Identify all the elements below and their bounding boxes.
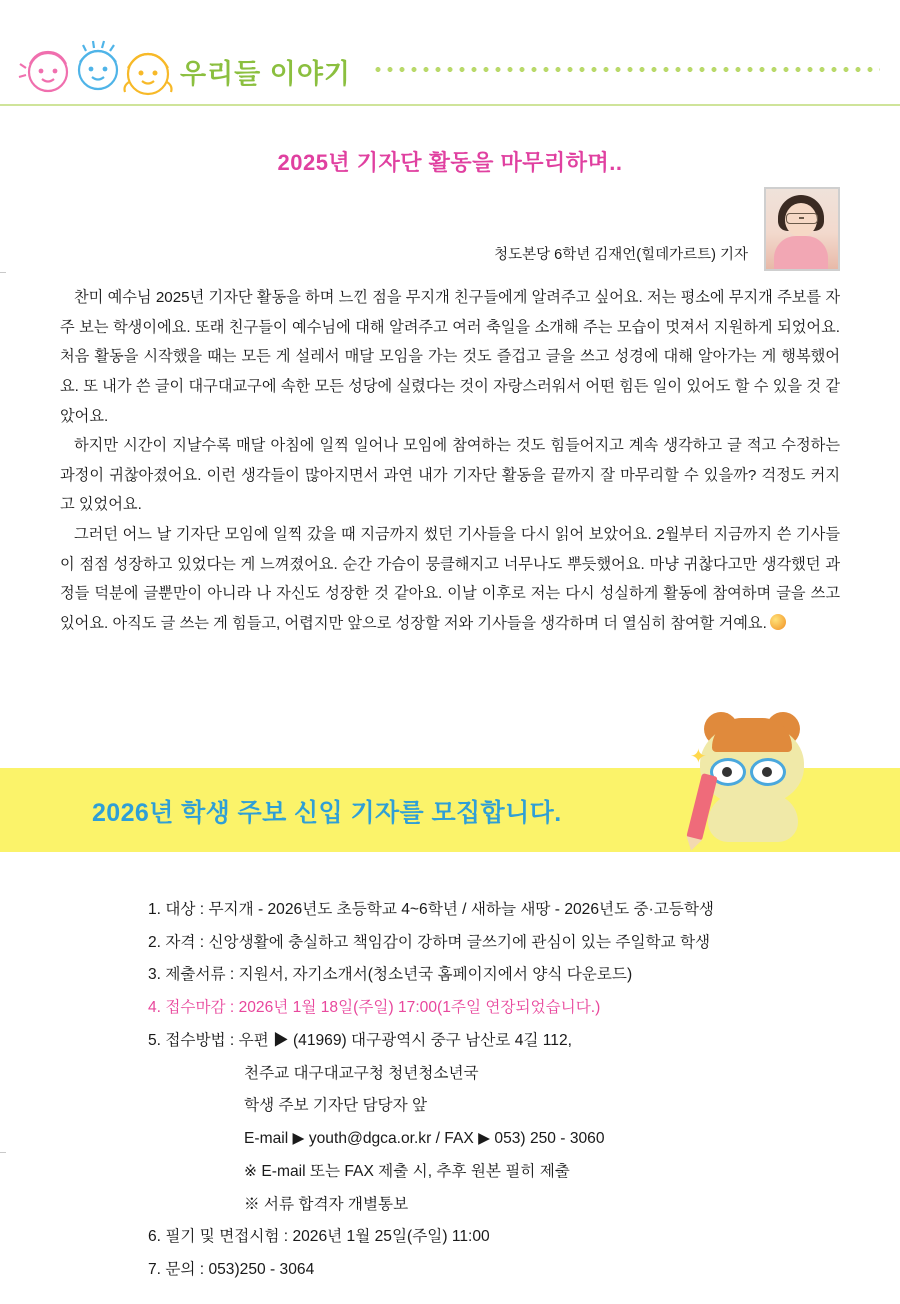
reporter-portrait	[764, 187, 840, 271]
article-body	[60, 283, 840, 639]
recruit-item-method: 5. 접수방법 : 우편 ▶ (41969) 대구광역시 중구 남산로 4길 112,	[148, 1031, 572, 1049]
mascot-body	[708, 794, 798, 842]
article-paragraph	[60, 520, 840, 639]
sparkle-icon: ✦	[690, 746, 707, 768]
article-paragraph: 하지만 시간이 지날수록 매달 아침에 일찍 일어나 모임에 참여하는 것도 힘들어지고 계속 생각하고 글 적고 수정하는 과정이 귀찮아졌어요. 이런 생각들이 많아지면서 과연 내가 기자단 활동을 끝까지 잘 마무리할 수 있을까? 걱정도 커지고 있었어요.	[60, 437, 840, 514]
mascot-glasses-right	[750, 758, 786, 786]
recruit-banner	[0, 746, 900, 852]
byline: 청도본당 6학년 김재언(힐데가르트) 기자	[494, 247, 748, 263]
recruit-banner-title: 2026년 학생 주보 신입 기자를 모집합니다.	[92, 799, 562, 827]
article	[0, 146, 900, 639]
recruit-item-inquiry: 7. 문의 : 053)250 - 3064	[148, 1261, 315, 1279]
article-paragraph: 찬미 예수님 2025년 기자단 활동을 하며 느낀 점을 무지개 친구들에게 알려주고 싶어요. 저는 평소에 무지개 주보를 자주 보는 학생이에요. 또래 친구들이 예수님에 대해 알려주고 여러 축일을 소개해 주는 모습이 멋져서 지원하게 되었어요. 처음 활동을 시작했을 때는 모든 게 설레서 매달 모임을 가는 것도 즐겁고 글을 쓰고 성경에 대해 알아가는 게 행복했어요. 또 내가 쓴 글이 대구대교구에 속한 모든 성당에 실렸다는 것이 자랑스러워서 어떤 힘든 일이 있어도 할 수 있을 것 같았어요.	[60, 289, 840, 425]
recruit-item-qualification: 2. 자격 : 신앙생활에 충실하고 책임감이 강하며 글쓰기에 관심이 있는 주일학교 학생	[148, 933, 711, 951]
mascot-cap	[712, 718, 792, 752]
recruit-note-line: ※ 서류 합격자 개별통보	[244, 1195, 409, 1213]
recruit-section	[0, 746, 900, 1287]
cat-mascot-with-pencil-icon	[688, 706, 816, 846]
portrait-glasses-icon	[786, 213, 818, 224]
byline-row	[60, 187, 840, 283]
recruit-item-documents: 3. 제출서류 : 지원서, 자기소개서(청소년국 홈페이지에서 양식 다운로드)	[148, 966, 633, 984]
recruit-address-line: 천주교 대구대교구청 청년청소년국	[244, 1064, 479, 1082]
recruit-details-list	[0, 894, 900, 1287]
article-title: 2025년 기자단 활동을 마무리하며..	[277, 150, 623, 175]
recruit-item-deadline: 4. 접수마감 : 2026년 1월 18일(주일) 17:00(1주일 연장되었습니다.)	[148, 999, 601, 1017]
portrait-body	[774, 236, 828, 271]
dotted-line-decoration	[372, 66, 880, 73]
article-paragraph-text: 그러던 어느 날 기자단 모임에 일찍 갔을 때 지금까지 썼던 기사들을 다시 읽어 보았어요. 2월부터 지금까지 쓴 기사들이 점점 성장하고 있었다는 게 느껴졌어요. 순간 가슴이 뭉클해지고 너무나도 뿌듯했어요. 마냥 귀찮다고만 생각했던 과정들 덕분에 글뿐만이 아니라 나 자신도 성장한 것 같아요. 이날 이후로 저는 다시 성실하게 활동에 참여하며 글을 쓰고 있어요. 아직도 글 쓰는 게 힘들고, 어렵지만 앞으로 성장할 저와 기사들을 생각하며 더 열심히 참여할 거예요.	[60, 526, 840, 633]
page-edge-mark	[0, 272, 6, 273]
recruit-address-line: 학생 주보 기자단 담당자 앞	[244, 1097, 428, 1115]
header-divider	[0, 104, 900, 106]
kids-faces-icon	[16, 38, 176, 98]
recruit-item-target: 1. 대상 : 무지개 - 2026년도 초등학교 4~6학년 / 새하늘 새땅 - 2026년도 중·고등학생	[148, 901, 714, 918]
section-title: 우리들 이야기	[180, 59, 351, 89]
recruit-contact-line: E-mail ▶ youth@dgca.or.kr / FAX ▶ 053) 250 - 3060	[244, 1130, 605, 1148]
recruit-note-line: ※ E-mail 또는 FAX 제출 시, 추후 원본 필히 제출	[244, 1162, 570, 1180]
smiley-emoji-icon	[770, 614, 786, 630]
recruit-item-exam: 6. 필기 및 면접시험 : 2026년 1월 25일(주일) 11:00	[148, 1228, 490, 1246]
page-header	[0, 0, 900, 108]
